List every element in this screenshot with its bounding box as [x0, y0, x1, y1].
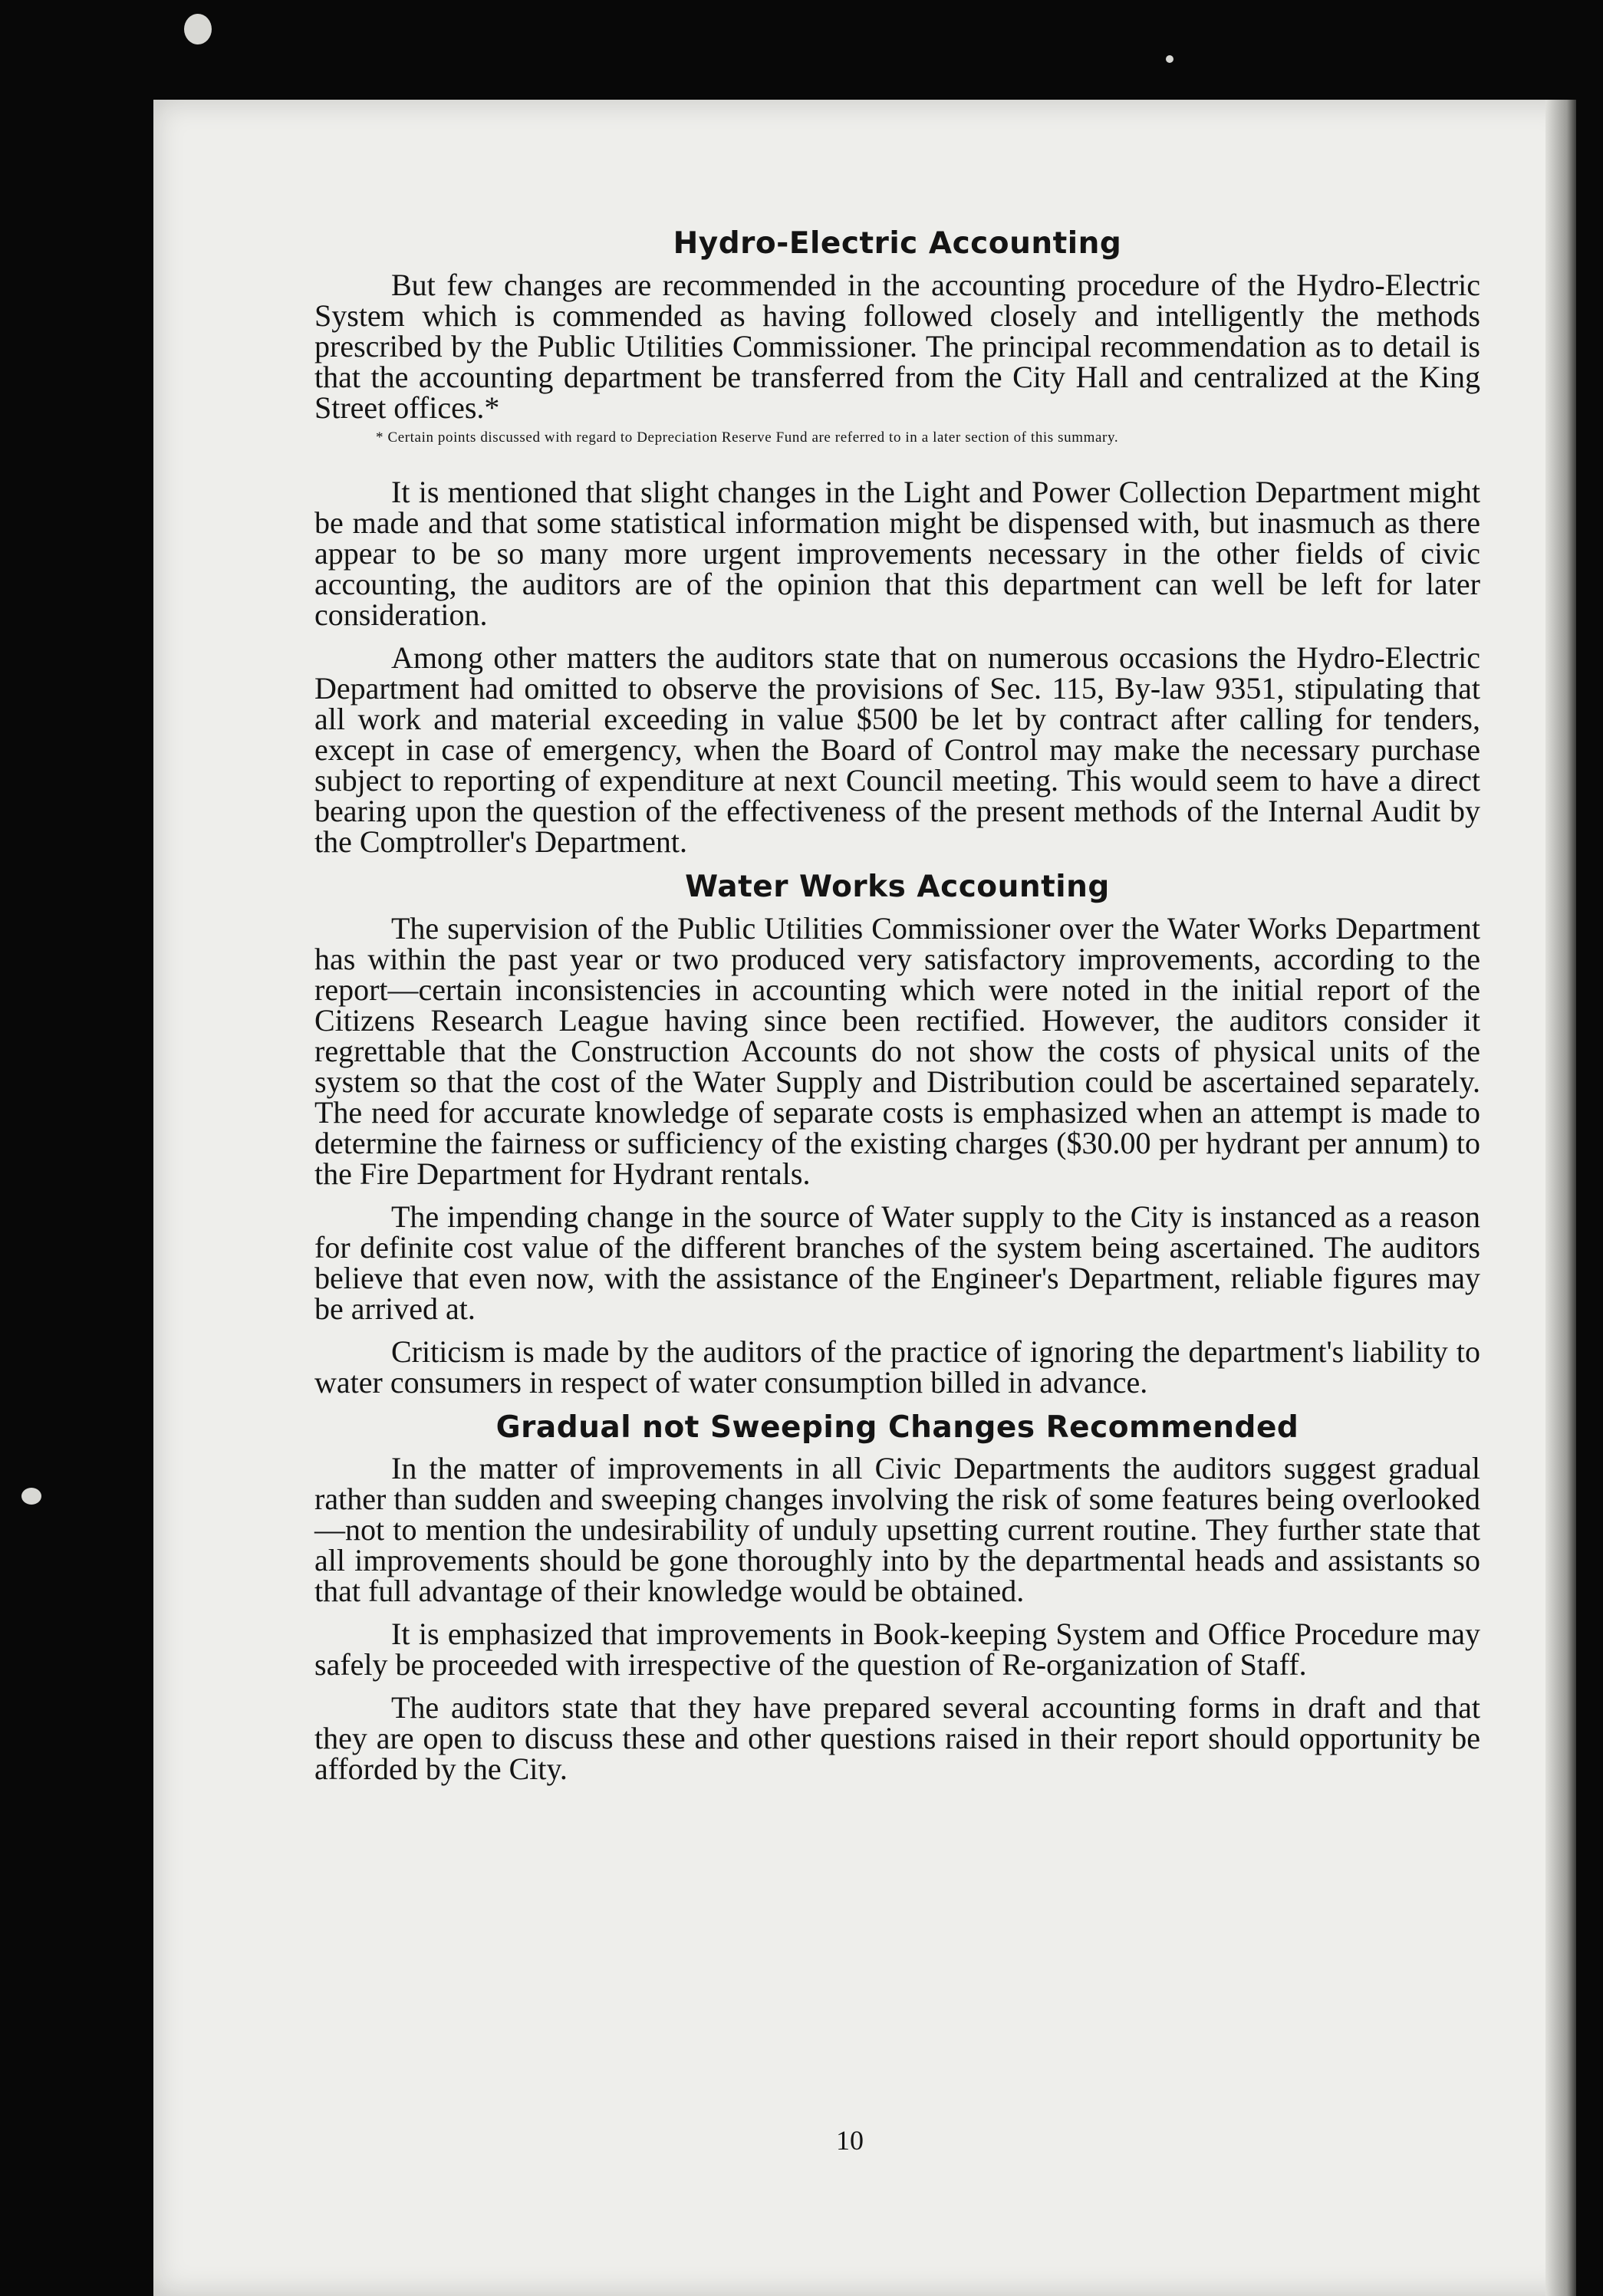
page-number: 10 [836, 2125, 864, 2156]
footnote: * Certain points discussed with regard to Depreciation Reserve Fund are referred to in a later section of this summary. [376, 429, 1119, 446]
paragraph: The impending change in the source of Water supply to the City is instanced as a reason for definite cost value of the different branches of the system being ascertained. The auditors believe that even now, with the assistance of the Engineer's Department, reliable figures may be arrived at. [314, 1199, 1480, 1326]
section-heading: Gradual not Sweeping Changes Recommended [495, 1410, 1299, 1445]
paragraph: Criticism is made by the auditors of the practice of ignoring the department's liability to water consumers in respect of water consumption billed in advance. [314, 1334, 1480, 1400]
scan-speck [21, 1488, 41, 1505]
paragraph: The auditors state that they have prepared several accounting forms in draft and that they are open to discuss these and other questions raised in their report should opportunity be afforded by the City. [314, 1690, 1480, 1787]
section-hydro-electric-continued [314, 474, 1480, 859]
paragraph: The supervision of the Public Utilities Commissioner over the Water Works Department has within the past year or two produced very satisfactory improvements, according to the report—certain inconsistencies in accounting which were noted in the initial report of the Citizens Research League having since been rectified. However, the auditors consider it regrettable that the Construction Accounts do not show the costs of physical units of the system so that the cost of the Water Supply and Distribution could be ascertained separately. The need for accurate knowledge of separate costs is emphasized when an attempt is made to determine the fairness or sufficiency of the existing charges ($30.00 per hydrant per annum) to the Fire Department for Hydrant rentals. [314, 910, 1480, 1191]
page-content [314, 226, 1480, 1797]
paragraph: Among other matters the auditors state that on numerous occasions the Hydro-Electric Department had omitted to observe the provisions of Sec. 115, By-law 9351, stipulating that all work and material exceeding in value $500 be let by contract after calling for tenders, except in case of emergency, when the Board of Control may make the necessary purchase subject to reporting of expenditure at next Council meeting. This would seem to have a direct bearing upon the question of the effectiveness of the present methods of the Internal Audit by the Comptroller's Department. [314, 640, 1480, 859]
page-edge [1545, 100, 1576, 2296]
paragraph: But few changes are recommended in the accounting procedure of the Hydro-Electric System which is commended as having followed closely and intelligently the methods prescribed by the Public Utilities Commissioner. The principal recommendation as to detail is that the accounting department be transferred from the City Hall and centralized at the King Street offices.* [314, 267, 1480, 425]
section-gradual-changes [314, 1410, 1480, 1785]
section-heading: Water Works Accounting [685, 869, 1110, 904]
section-heading: Hydro-Electric Accounting [673, 226, 1122, 261]
section-hydro-electric-accounting [314, 226, 1480, 446]
scan-speck [1166, 55, 1173, 63]
paragraph: In the matter of improvements in all Civic Departments the auditors suggest gradual rather than sudden and sweeping changes involving the risk of some features being overlooked—not to mention the undesirability of unduly upsetting current routine. They further state that all improvements should be gone thoroughly into by the departmental heads and assistants so that full advantage of their knowledge would be obtained. [314, 1451, 1480, 1609]
section-water-works-accounting [314, 870, 1480, 1398]
paragraph: It is mentioned that slight changes in the Light and Power Collection Department might be made and that some statistical information might be dispensed with, but inasmuch as there appear to be so many more urgent improvements necessary in the other fields of civic accounting, the auditors are of the opinion that this department can well be left for later consideration. [314, 474, 1480, 632]
paragraph: It is emphasized that improvements in Book-keeping System and Office Procedure may safely be proceeded with irrespective of the question of Re-organization of Staff. [314, 1617, 1480, 1683]
scan-speck [184, 14, 212, 44]
